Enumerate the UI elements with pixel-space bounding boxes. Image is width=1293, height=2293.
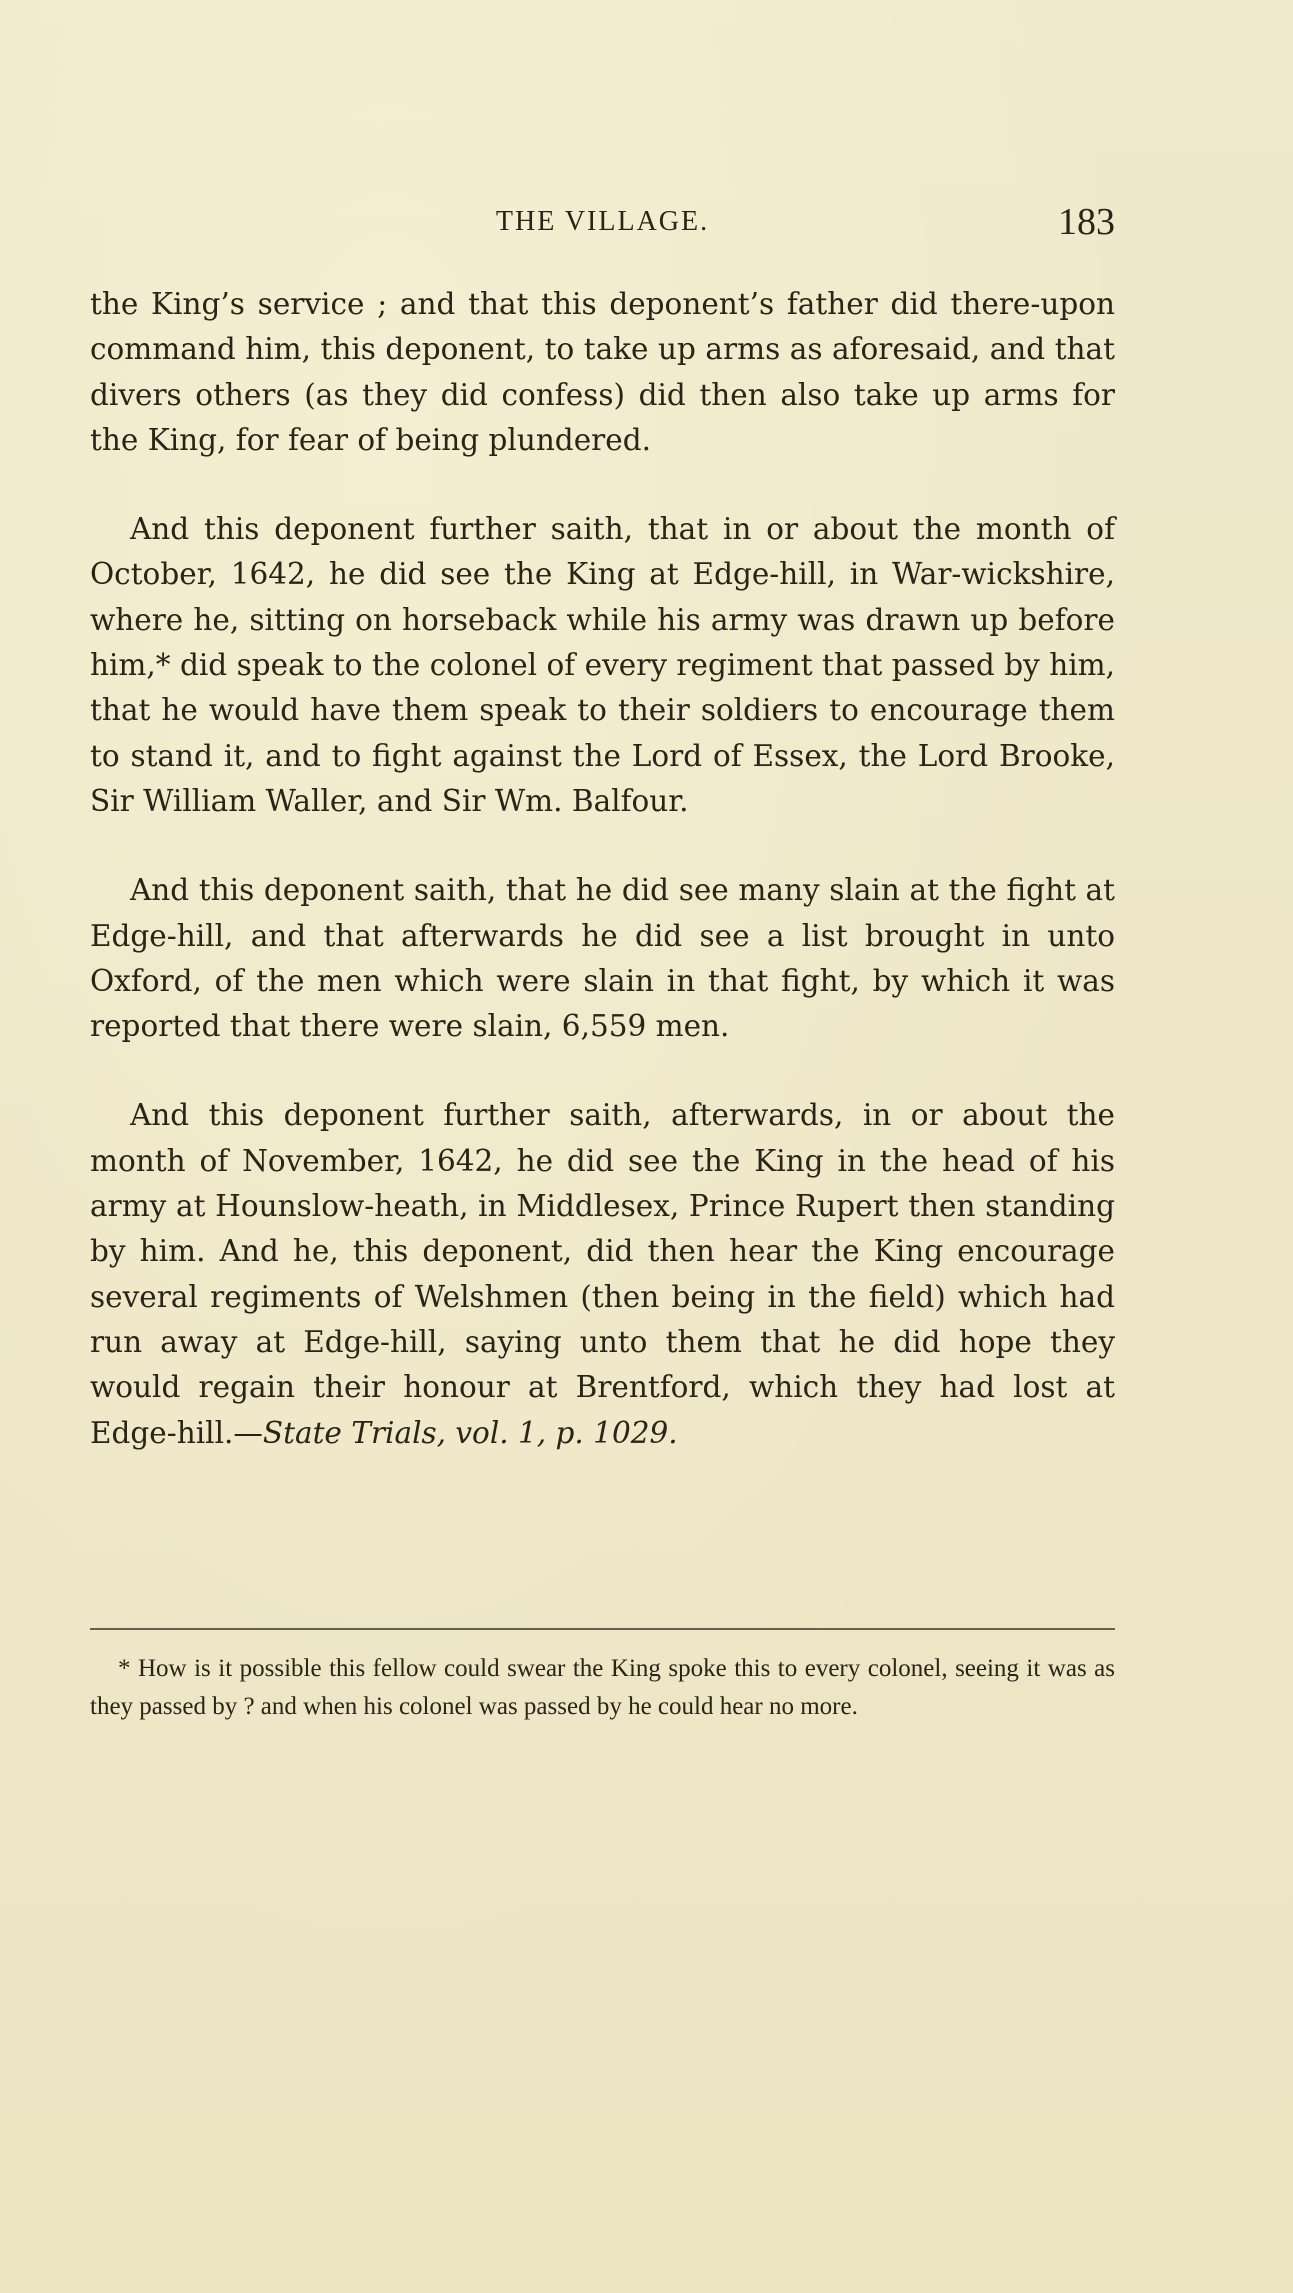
body-text <box>90 282 1115 1500</box>
paragraph-4 <box>90 1093 1115 1455</box>
footnote-rule <box>90 1628 1115 1630</box>
footnote <box>90 1650 1115 1726</box>
page-number: 183 <box>1058 201 1115 243</box>
running-head <box>90 200 1115 244</box>
paragraph-4-text: And this deponent further saith, afterwards, in or about the month of November, 1642, he did see the King in the head of his army at Hounslow-heath, in Middlesex, Prince Rupert then standing by him. And he, this deponent, did then hear the King encourage several regiments of Welshmen (then being in the field) which had run away at Edge-hill, saying unto them that he did hope they would regain their honour at Brentford, which they had lost at Edge-hill.— <box>90 1098 1115 1450</box>
paragraph-2: And this deponent further saith, that in or about the month of October, 1642, he did see the King at Edge-hill, in War-wickshire, where he, sitting on horseback while his army was drawn up before him,* did speak to the colonel of every regiment that passed by him, that he would have them speak to their soldiers to encourage them to stand it, and to fight against the Lord of Essex, the Lord Brooke, Sir William Waller, and Sir Wm. Balfour. <box>90 512 1115 818</box>
citation: State Trials, vol. 1, p. 1029. <box>262 1415 678 1450</box>
paragraph-3: And this deponent saith, that he did see many slain at the fight at Edge-hill, and that afterwards he did see a list brought in unto Oxford, of the men which were slain in that fight, by which it was reported that there were slain, 6,559 men. <box>90 873 1115 1044</box>
paragraph-1: the King’s service ; and that this deponent’s father did there-upon command him, this deponent, to take up arms as aforesaid, and that divers others (as they did confess) did then also take up arms for the King, for fear of being plundered. <box>90 287 1115 457</box>
footnote-text: * How is it possible this fellow could swear the King spoke this to every colonel, seeing it was as they passed by ? and when his colonel was passed by he could hear no more. <box>90 1655 1115 1720</box>
running-title: THE VILLAGE. <box>495 206 710 237</box>
